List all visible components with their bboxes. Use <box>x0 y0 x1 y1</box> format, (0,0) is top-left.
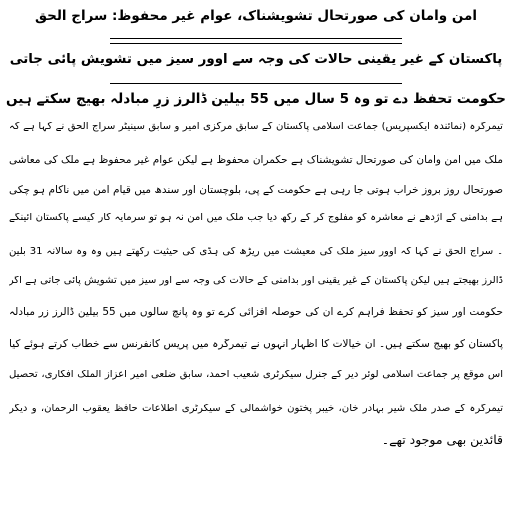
body-line-2: ملک میں امن وامان کی صورتحال تشویشناک ہے حکمران محفوظ ہے لیکن عوام غیر محفوظ ہے ملک کی معاشی <box>9 155 503 166</box>
body-line-3: صورتحال روز بروز خراب ہوتی جا رہی ہے حکومت کے پی، بلوچستان اور سندھ میں قیام امن میں ناکام ہو چکی <box>9 185 503 196</box>
headline-divider-bottom <box>110 83 402 84</box>
headline-kicker: امن وامان کی صورتحال تشویشناک، عوام غیر محفوظ: سراج الحق <box>34 8 478 24</box>
body-line-5: ۔ سراج الحق نے کہا کہ اوور سیز ملک کی معیشت میں ریڑھ کی ہڈی کی حیثیت رکھتے ہیں وہ وہ سالانہ 31 بلین <box>9 247 503 257</box>
body-line-4: ہے بدامنی کے اژدھے نے معاشرہ کو مفلوج کر کے رکھ دیا جب ملک میں امن نہ ہو تو سرمایہ کار کیسے پاکستان آئینگے <box>9 213 503 223</box>
body-line-10: تیمرگرہ کے صدر ملک شیر بہادر خان، خیبر پختون خواشمالی کے سیکرٹری اطلاعات حافظ یعقوب الرحمان، و دیگر <box>9 404 503 414</box>
body-line-8: پاکستان کو بھیج سکتے ہیں۔ ان خیالات کا اظہار انہوں نے تیمرگرہ میں پریس کانفرنس سے خطاب کرتے ہوئے کیا <box>9 339 503 350</box>
body-line-1: تیمرگرہ (نمائندہ ایکسپریس) جماعت اسلامی پاکستان کے سابق مرکزی امیر و سابق سینیٹر سراج الحق نے کہا ہے کہ <box>9 122 503 132</box>
body-line-11: قائدین بھی موجود تھے۔ <box>381 434 503 447</box>
body-line-7: حکومت اور سیز کو تحفظ فراہم کرے ان کی حوصلہ افزائی کرے تو وہ پانچ سالوں میں 55 بیلین ڈالرز زر مبادلہ <box>9 307 503 318</box>
body-line-9: اس موقع پر جماعت اسلامی لوئر دیر کے جنرل سیکرٹری شعیب احمد، سابق ضلعی امیر اعزاز الملک افکاری، تحصیل <box>9 370 503 380</box>
headline-sub: حکومت تحفظ دے تو وہ 5 سال میں 55 بیلین ڈالرز زرِ مبادلہ بھیج سکتے ہیں <box>6 91 506 107</box>
headline-divider-double <box>110 43 402 44</box>
body-line-6: ڈالرز بھیجتے ہیں لیکن پاکستان کے غیر یقینی اور بدامنی کے حالات کی وجہ سے اور سیز میں تشویش پائی جاتی ہے اگر <box>9 276 503 286</box>
headline-divider-top <box>110 38 402 39</box>
headline-main: پاکستان کے غیر یقینی حالات کی وجہ سے اوور سیز میں تشویش پائی جاتی <box>9 52 503 67</box>
